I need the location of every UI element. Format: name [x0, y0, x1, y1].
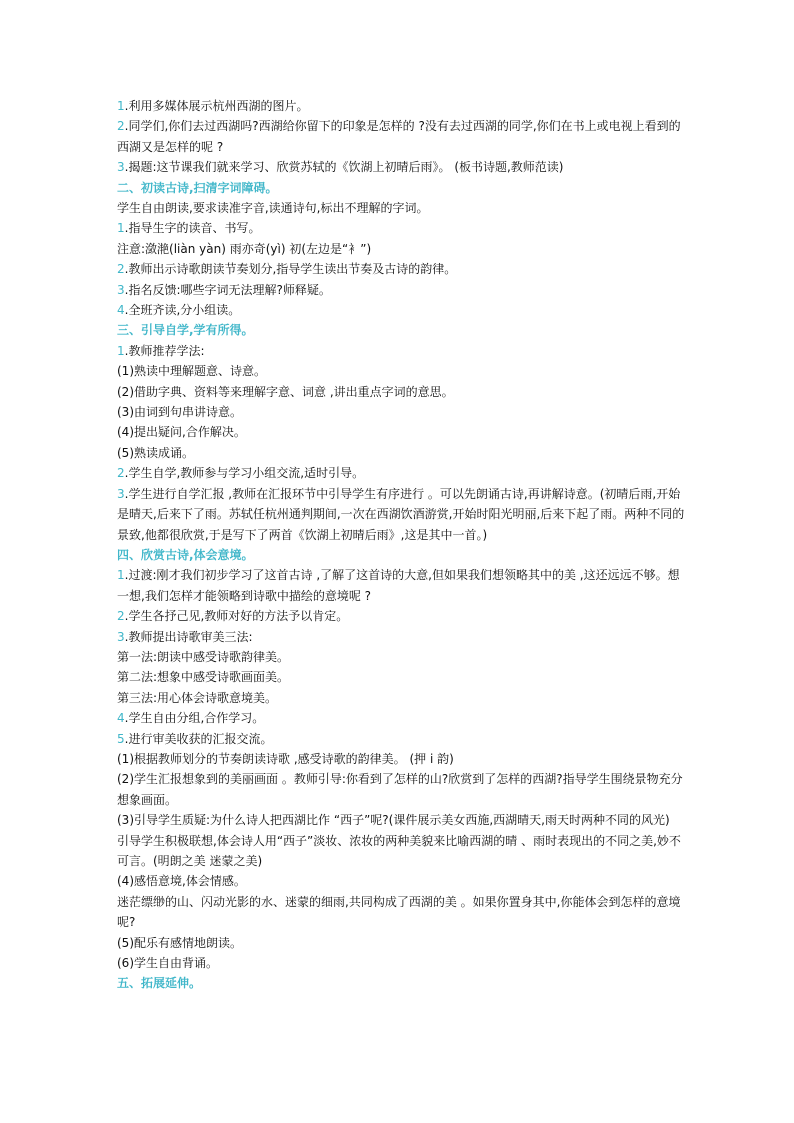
paragraph: 引导学生积极联想,体会诗人用“西子”淡妆、浓妆的两种美貌来比喻西湖的晴 、雨时表现出的不同之美,妙不可言。(明朗之美 迷蒙之美): [117, 833, 681, 868]
item-number: 3: [117, 282, 125, 297]
paragraph: 学生自由朗读,要求读准字音,读通诗句,标出不理解的字词。: [117, 201, 429, 216]
paragraph: (5)熟读成诵。: [117, 445, 194, 460]
item-number: 2: [117, 119, 125, 134]
paragraph: 第一法:朗读中感受诗歌韵律美。: [117, 649, 290, 664]
paragraph: (4)感悟意境,体会情感。: [117, 874, 246, 889]
numbered-item: [117, 565, 689, 606]
numbered-item: [117, 606, 689, 626]
numbered-item: [117, 484, 689, 545]
numbered-item: [117, 218, 689, 238]
item-number: 1: [117, 568, 125, 583]
numbered-item: [117, 300, 689, 320]
item-number: 2: [117, 262, 125, 277]
numbered-item: [117, 463, 689, 483]
numbered-item: [117, 627, 689, 647]
section-heading: 二、初读古诗,扫清字词障碍。: [117, 180, 278, 195]
item-text: .指导生字的读音、书写。: [124, 221, 261, 236]
item-text: .教师提出诗歌审美三法:: [124, 629, 253, 644]
paragraph: (3)引导学生质疑:为什么诗人把西湖比作 “西子”呢?(课件展示美女西施,西湖晴天,雨天时两种不同的风光): [117, 813, 670, 828]
paragraph: 迷茫缥缈的山、闪动光影的水、迷蒙的细雨,共同构成了西湖的美 。如果你置身其中,你能体会到怎样的意境呢?: [117, 894, 681, 930]
item-text: .全班齐读,分小组读。: [124, 303, 241, 318]
paragraph: 第三法:用心体会诗歌意境美。: [117, 690, 278, 705]
numbered-item: [117, 259, 689, 279]
item-text: .同学们,你们去过西湖吗?西湖给你留下的印象是怎样的 ?没有去过西湖的同学,你们在书上或电视上看到的西湖又是怎样的呢 ?: [117, 119, 681, 154]
item-text: .学生进行自学汇报 ,教师在汇报环节中引导学生有序进行 。可以先朗诵古诗,再讲解诗意。(初晴后雨,开始是晴天,后来下了雨。苏轼任杭州通判期间,一次在西湖饮酒游赏,开始时阳光明丽,后来下起了雨。两种不同的景致,他都很欣赏,于是写下了两首《饮湖上初晴后雨》,这是其中一首。): [117, 486, 685, 542]
item-text: .指名反馈:哪些字词无法理解?师释疑。: [124, 282, 331, 297]
item-text: .利用多媒体展示杭州西湖的图片。: [124, 99, 309, 113]
numbered-item: [117, 157, 689, 177]
paragraph: (2)借助字典、资料等来理解字意、词意 ,讲出重点字词的意思。: [117, 384, 454, 399]
item-text: .揭题:这节课我们就来学习、欣赏苏轼的《饮湖上初晴后雨》。 (板书诗题,教师范读): [124, 160, 564, 175]
item-number: 2: [117, 609, 125, 624]
paragraph: (2)学生汇报想象到的美丽画面 。教师引导:你看到了怎样的山?欣赏到了怎样的西湖?指导学生围绕景物充分想象画面。: [117, 772, 683, 807]
item-number: 3: [117, 629, 125, 644]
numbered-item: [117, 729, 689, 749]
paragraph: (5)配乐有感情地朗读。: [117, 935, 242, 950]
item-text: .过渡:刚才我们初步学习了这首古诗 ,了解了这首诗的大意,但如果我们想领略其中的美 ,这还远远不够。想一想,我们怎样才能领略到诗歌中描绘的意境呢 ?: [117, 568, 680, 603]
document-body: [117, 96, 689, 994]
paragraph: (6)学生自由背诵。: [117, 956, 218, 971]
item-number: 1: [117, 99, 125, 113]
section-heading: 五、拓展延伸。: [117, 976, 202, 991]
item-text: .学生自由分组,合作学习。: [124, 711, 265, 726]
section-heading: 三、引导自学,学有所得。: [117, 323, 254, 338]
item-number: 5: [117, 731, 125, 746]
numbered-item: [117, 280, 689, 300]
numbered-item: [117, 341, 689, 361]
paragraph: 第二法:想象中感受诗歌画面美。: [117, 670, 290, 685]
section-heading: 四、欣赏古诗,体会意境。: [117, 547, 254, 562]
item-text: .学生各抒己见,教师对好的方法予以肯定。: [124, 609, 349, 624]
item-number: 4: [117, 711, 125, 726]
item-number: 1: [117, 343, 125, 358]
paragraph: 注意:潋滟(liàn yàn) 雨亦奇(yì) 初(左边是“衤”): [117, 241, 372, 256]
numbered-item: [117, 116, 689, 157]
item-number: 3: [117, 160, 125, 175]
paragraph: (1)根据教师划分的节奏朗读诗歌 ,感受诗歌的韵律美。 (押 i 韵): [117, 751, 454, 766]
item-number: 2: [117, 466, 125, 481]
item-number: 1: [117, 221, 125, 236]
paragraph: (4)提出疑问,合作解决。: [117, 425, 246, 440]
item-text: .学生自学,教师参与学习小组交流,适时引导。: [124, 466, 365, 481]
paragraph: (1)熟读中理解题意、诗意。: [117, 364, 266, 379]
numbered-item: [117, 96, 689, 116]
item-text: .教师推荐学法:: [124, 343, 205, 358]
item-number: 3: [117, 486, 125, 501]
item-text: .进行审美收获的汇报交流。: [124, 731, 273, 746]
numbered-item: [117, 708, 689, 728]
item-number: 4: [117, 303, 125, 318]
paragraph: (3)由词到句串讲诗意。: [117, 405, 242, 420]
item-text: .教师出示诗歌朗读节奏划分,指导学生读出节奏及古诗的韵律。: [124, 262, 457, 277]
